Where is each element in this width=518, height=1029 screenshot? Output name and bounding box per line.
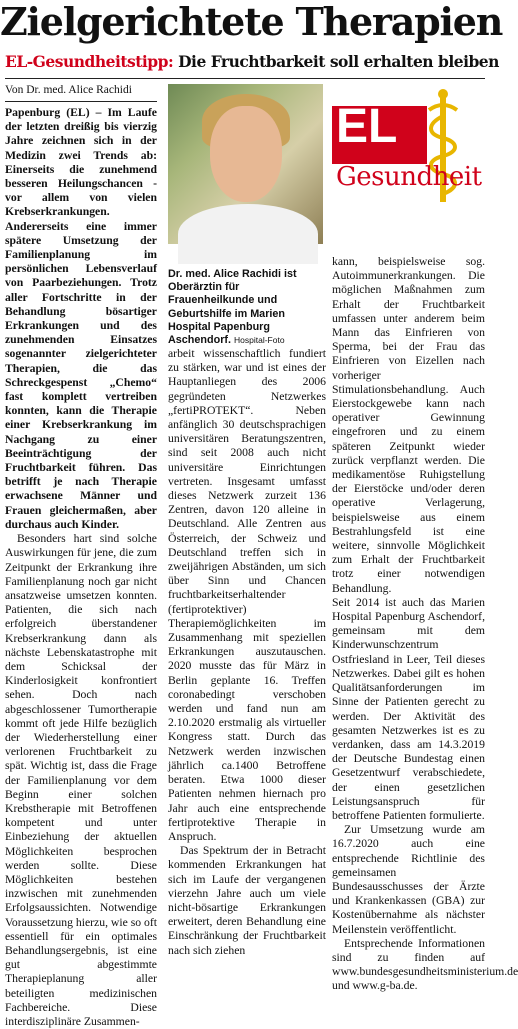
headline: Zielgerichtete Therapien — [0, 0, 503, 44]
subheadline-text: Die Fruchtbarkeit soll erhalten bleiben — [178, 52, 499, 71]
article-paragraph: kann, beispielsweise sog. Autoimmunerkrankungen. Die möglichen Maßnahmen zum Erhalt der Fruchtbarkeit umfassen unter anderem beim Mann das Einfrieren von Sperma, bei der Frau das Einfrieren von Eizellen nach vorheriger Stimulationsbehandlung. Auch Eierstockgewebe kann nach operativer Gewinnung eingefroren und zu einem späteren Zeitpunkt wieder zurück verpflanzt werden. Die medikamentöse Ruhigstellung der Eierstöcke und/oder deren operative Verlagerung, beispielsweise aus einem Bestrahlungsfeld ist eine weitere, sinnvolle Möglichkeit zum Erhalt der Fruchtbarkeit trotz einer notwendigen Behandlung. — [332, 255, 485, 595]
photo-caption — [168, 268, 326, 347]
article-paragraph: arbeit wissenschaftlich fundiert zu stärken, war und ist eines der Hauptanliegen des 2006 gegründeten Netzwerkes „fertiPROTEKT“. Neben anfänglich 30 deutschsprachigen universitären Beratungszentren, sind seit 2008 auch nicht universitäre Einrichtungen vertreten. Insgesamt umfasst dieses Netzwerk zurzeit 136 Zentren, davon 120 alleine in Deutschland. Alle Zentren aus Österreich, der Schweiz und Deutschland treffen sich in zweijährigen Abständen, um sich über Sinn und Chancen fruchtbarkeitserhaltender (fertiprotektiver) Therapiemöglichkeiten im Zusammenhang mit speziellen Erkrankungen auszutauschen. 2020 musste das für März in Berlin geplante 16. Treffen coronabedingt verschoben werden und fand nun am 2.10.2020 erstmalig als virtueller Kongress statt. Durch das Netzwerk werden inzwischen jährlich ca.1400 Betroffene beraten. Etwa 1000 dieser Patienten nehmen hiernach pro Jahr auch eine entsprechende fertiprotektive Therapie in Anspruch. — [168, 347, 326, 843]
logo-initials: EL — [336, 100, 398, 153]
article-paragraph: Entsprechende Informationen sind zu finden auf www.bundesgesundheitsministerium.de und www.g-ba.de. — [332, 936, 518, 993]
article-column-1 — [5, 106, 157, 1029]
article-paragraph: Seit 2014 ist auch das Marien Hospital Papenburg Aschendorf, gemeinsam mit dem Kinderwunschzentrum Ostfriesland in Leer, Teil dieses Netzwerkes. Dabei gilt es hohen Qualitätsanforderungen im Sinne der Patienten gerecht zu werden. Der Aktivität des gesamten Netzwerkes ist es zu verdanken, dass am 14.3.2019 der Deutsche Bundestag einen Gesetzentwurf verabschiedete, der einen gesetzlichen Leistungsanspruch für betroffene Patienten formulierte. — [332, 595, 485, 822]
author-photo — [168, 84, 323, 244]
article-paragraph: Besonders hart sind solche Auswirkungen für jene, die zum Zeitpunkt der Erkrankung ihre Familienplanung noch gar nicht ansatzweise umsetzen konnten. Patienten, die sich nach erfolgreich überstandener Krebserkrankung dann als nächste Lebenskatastrophe mit dem Schicksal der Kinderlosigkeit konfrontiert sehen. Doch nach abgeschlossener Tumortherapie kommt oft jede Hilfe bezüglich der Wiederherstellung einer verlorenen Fruchtbarkeit zu spät. Wichtig ist, dass die Frage der Familienplanung vor dem Beginn einer solchen Krebstherapie mit Betroffenen kompetent und unter Einbeziehung der aktuellen Möglichkeiten besprochen werden sollte. Diese Möglichkeiten bestehen inzwischen mit zunehmenden Erfolgsaussichten. Notwendige Voraussetzung hierzu, wie so oft essentiell für ein optimales Behandlungsergebnis, ist eine gut abgestimmte Therapieplanung aller beteiligten medizinischen Fachbereiche. Diese interdisziplinäre Zusammen- — [5, 532, 158, 1028]
subheadline — [5, 52, 499, 71]
header-rule — [5, 78, 485, 79]
logo-word: Gesundheit — [336, 162, 482, 192]
photo-caption-text: Dr. med. Alice Rachidi ist Oberärztin für Frauenheilkunde und Geburtshilfe im Marien Hospital Papenburg Aschendorf. — [168, 268, 297, 347]
byline: Von Dr. med. Alice Rachidi — [5, 84, 132, 96]
photo-credit: Hospital-Foto — [234, 335, 285, 346]
article-paragraph: Das Spektrum der in Betracht kommenden Erkrankungen hat sich im Laufe der vergangenen vierzehn Jahre auch um viele nicht-bösartige Erkrankungen erweitert, deren Behandlung eine Einschränkung der Fruchtbarkeit nach sich ziehen — [168, 844, 326, 957]
article-lead: Papenburg (EL) – Im Laufe der letzten dreißig bis vierzig Jahre zeichnen sich in der Medizin zwei Trends ab: Einerseits die zunehmend besseren Heilungschancen - vor allem von vielen Krebserkrankungen. Andererseits eine immer spätere Umsetzung der Familienplanung im persönlichen Lebensverlauf von Paarbeziehungen. Trotz aller Fortschritte in der Behandlung bösartiger Erkrankungen und des zunehmenden Einsatzes sogenannter zielgerichteter Therapien, die das Schreckgespenst „Chemo“ fast komplett vertreiben konnten, kann die Therapie einer Krebserkrankung im Nachgang zu einer Beeinträchtigung der Fruchtbarkeit führen. Das betrifft je nach Therapie erwachsene Männer und Frauen gleichermaßen, aber durchaus auch Kinder. — [5, 106, 157, 531]
article-column-2 — [168, 347, 326, 958]
subheadline-kicker: EL-Gesundheitstipp: — [5, 52, 174, 71]
article-paragraph: Zur Umsetzung wurde am 16.7.2020 auch eine entsprechende Richtlinie des gemeinsamen Bundesausschusses der Ärzte und Krankenkassen (GBA) zur Kostenübernahme als nächster Meilenstein veröffentlicht. — [332, 823, 485, 936]
article-column-3 — [332, 255, 518, 994]
byline-rule — [5, 101, 157, 102]
